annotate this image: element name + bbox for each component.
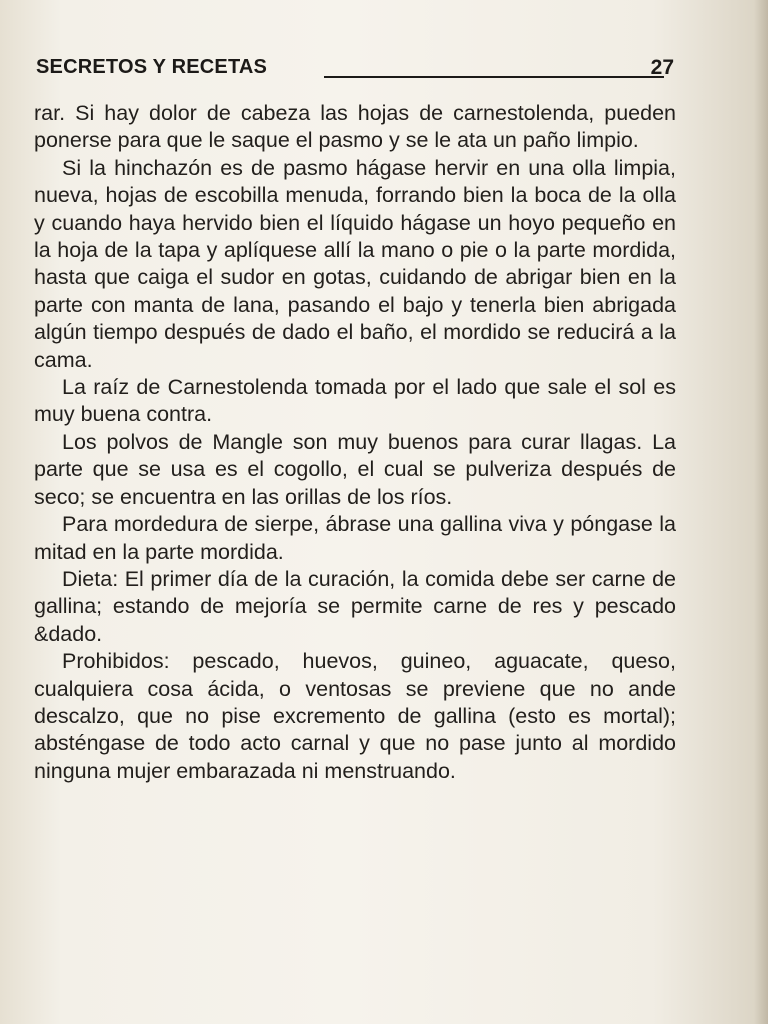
- page-number: 27: [650, 56, 674, 79]
- paragraph-diet: Dieta: El primer día de la curación, la comida debe ser carne de gallina; estando de mejoría se permite carne de res y pescado &dado.: [34, 566, 676, 646]
- paragraph-continuation: rar. Si hay dolor de cabeza las hojas de carnestolenda, pueden ponerse para que le saque el pasmo y se le ata un paño limpio.: [34, 101, 676, 153]
- paragraph-pasmo-remedy: Si la hinchazón es de pasmo hágase hervir en una olla limpia, nueva, hojas de escobilla menuda, forrando bien la boca de la olla y cuando haya hervido bien el líquido hágase un hoyo pequeño en la hoja de la tapa y aplíquese allí la mano o pie o la parte mordida, hasta que caiga el sudor en gotas, cuidando de abrigar bien en la parte con manta de lana, pasando el bajo y tenerla bien abrigada algún tiempo después de dado el baño, el mordido se reducirá a la cama.: [34, 155, 676, 372]
- paragraph-mangle-powder: Los polvos de Mangle son muy buenos para curar llagas. La parte que se usa es el cogollo, el cual se pulveriza después de seco; se encuentra en las orillas de los ríos.: [34, 429, 676, 509]
- page-header: [36, 54, 678, 86]
- running-title: SECRETOS Y RECETAS: [36, 56, 268, 78]
- paragraph-carnestolenda-root: La raíz de Carnestolenda tomada por el lado que sale el sol es muy buena contra.: [34, 375, 676, 427]
- page-edge-shadow: [754, 0, 768, 1024]
- paragraph-prohibited: Prohibidos: pescado, huevos, guineo, aguacate, queso, cualquiera cosa ácida, o ventosas se previene que no ande descalzo, que no pise excremento de gallina (esto es mortal); absténgase de todo acto carnal y que no pase junto al mordido ninguna mujer embarazada ni menstruando.: [34, 649, 676, 783]
- paragraph-snake-bite: Para mordedura de sierpe, ábrase una gallina viva y póngase la mitad en la parte mordida.: [34, 512, 676, 564]
- header-rule: [324, 76, 664, 78]
- body-text: [34, 100, 676, 785]
